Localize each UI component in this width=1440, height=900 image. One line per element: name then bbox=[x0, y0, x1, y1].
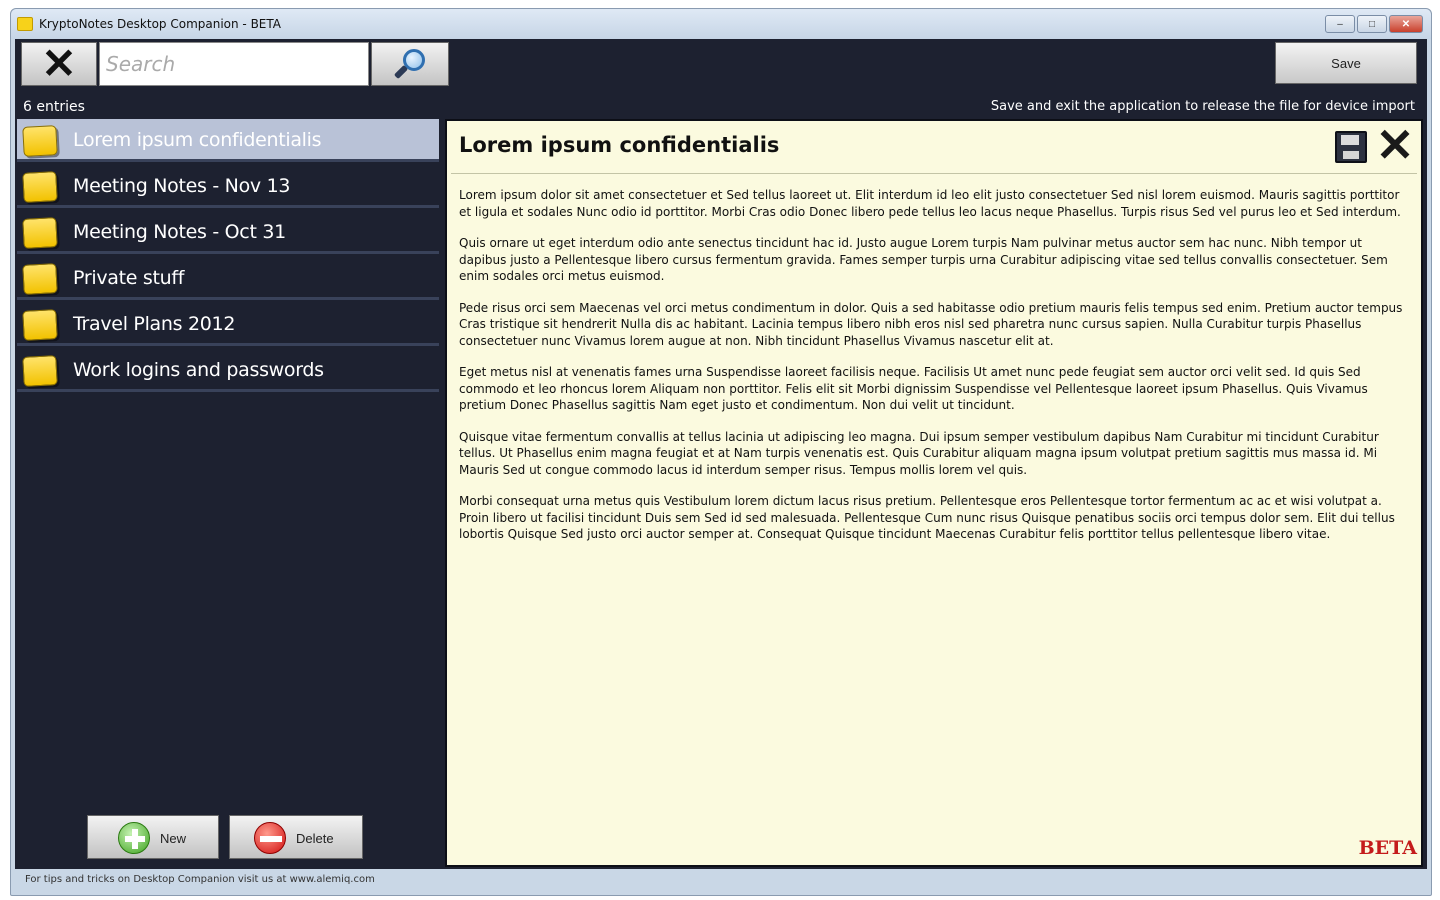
note-title[interactable]: Lorem ipsum confidentialis bbox=[459, 133, 780, 157]
note-paragraph: Lorem ipsum dolor sit amet consectetuer et Sed tellus laoreet ut. Elit interdum id leo elit justo consectetuer Sed nisl lorem euismod. Mauris sagittis porttitor et ligula et sodales Nunc odio id porttitor. Morbi Cras odio Donec libero pede tellus leo lacus neque Phasellus. Turpis risus Sed vel purus leo et Sed interdum. bbox=[459, 188, 1401, 219]
note-icon bbox=[22, 217, 58, 249]
list-item-label: Meeting Notes - Nov 13 bbox=[73, 175, 291, 197]
save-note-icon[interactable] bbox=[1335, 131, 1367, 163]
delete-icon bbox=[254, 822, 286, 854]
note-icon bbox=[22, 125, 58, 157]
beta-badge: BETA bbox=[1358, 837, 1417, 859]
delete-note-label: Delete bbox=[296, 831, 334, 846]
list-item-label: Private stuff bbox=[73, 267, 185, 289]
save-button[interactable]: Save bbox=[1275, 42, 1417, 84]
list-item[interactable] bbox=[17, 303, 439, 346]
app-icon bbox=[17, 17, 33, 31]
list-item[interactable] bbox=[17, 119, 439, 162]
app-window bbox=[10, 8, 1432, 896]
plus-icon bbox=[118, 822, 150, 854]
clear-search-button[interactable] bbox=[21, 42, 97, 86]
list-item-label: Lorem ipsum confidentialis bbox=[73, 129, 322, 151]
magnifier-icon bbox=[393, 47, 427, 81]
list-item[interactable] bbox=[17, 349, 439, 392]
note-paragraph: Pede risus orci sem Maecenas vel orci metus condimentum in dolor. Quis a sed habitasse odio pretium mauris felis tempus sed enim. Pretium auctor tempus Cras tristique sit hendrerit Nulla dis ac habitant. Lacinia tempus libero nibh eros nisl sed pharetra nunc cursus sapien. Nulla Curabitur turpis Phasellus consectetuer nunc Vivamus lorem augue at non. Nibh tincidunt Phasellus Vivamus nascetur elit at. bbox=[459, 300, 1403, 348]
note-paragraph: Eget metus nisl at venenatis fames urna Suspendisse laoreet facilisis neque. Facilisis Ut amet nunc pede feugiat sem auctor orci velit sed. Id quis Sed commodo et leo rhoncus lorem Aliquam non porttitor. Felis elit sit Morbi dignissim Suspendisse vel Pellentesque laoreet ipsum Phasellus. Quis Vivamus pretium Donec Phasellus sagittis Nam eget justo et condimentum. Non dui velit ut tincidunt. bbox=[459, 365, 1368, 412]
entries-count: 6 entries bbox=[23, 99, 85, 115]
close-icon: ✕ bbox=[41, 40, 77, 87]
window-close-button[interactable]: ✕ bbox=[1389, 15, 1423, 33]
title-bar[interactable] bbox=[11, 9, 1431, 39]
note-list bbox=[17, 119, 439, 795]
client-area bbox=[15, 39, 1427, 869]
search-input[interactable] bbox=[99, 42, 369, 86]
note-icon bbox=[22, 355, 58, 387]
note-paragraph: Morbi consequat urna metus quis Vestibulum lorem dictum lacus risus pretium. Pellentesque eros Pellentesque tortor fermentum ac ac et wisi volutpat a. Proin libero ut facilisi tincidunt Duis sem Sed id sed malesuada. Pellentesque Cum nunc risus Quisque penatibus sociis orci tempus dolor sem. Elit dui tellus lobortis Quisque Sed justo orci auctor semper at. Consequat Quisque tincidunt Maecenas Curabitur felis porttitor tellus pellentesque libero vitae. bbox=[459, 494, 1395, 541]
note-icon bbox=[22, 171, 58, 203]
note-editor[interactable] bbox=[445, 119, 1423, 867]
list-item[interactable] bbox=[17, 165, 439, 208]
list-item[interactable] bbox=[17, 257, 439, 300]
minimize-button[interactable]: – bbox=[1325, 15, 1355, 33]
list-item-label: Travel Plans 2012 bbox=[73, 313, 236, 335]
note-body[interactable] bbox=[459, 187, 1405, 558]
list-item-label: Meeting Notes - Oct 31 bbox=[73, 221, 286, 243]
note-icon bbox=[22, 309, 58, 341]
status-bar: For tips and tricks on Desktop Companion visit us at www.alemiq.com bbox=[25, 874, 375, 885]
list-item[interactable] bbox=[17, 211, 439, 254]
divider bbox=[451, 173, 1417, 174]
save-hint: Save and exit the application to release the file for device import bbox=[990, 99, 1415, 114]
delete-note-button[interactable] bbox=[229, 815, 363, 859]
search-button[interactable] bbox=[371, 42, 449, 86]
window-title: KryptoNotes Desktop Companion - BETA bbox=[39, 17, 281, 31]
new-note-label: New bbox=[160, 831, 187, 846]
note-icon bbox=[22, 263, 58, 295]
new-note-button[interactable] bbox=[87, 815, 219, 859]
note-paragraph: Quis ornare ut eget interdum odio ante senectus tincidunt hac id. Justo augue Lorem turpis Nam pulvinar metus auctor sem hac nunc. Nibh tempor ut dapibus justo a Pellentesque libero cursus fermentum gravida. Fames semper turpis urna Curabitur adipiscing vitae sed tellus convallis consectetuer. Sem enim sodales orci metus euismod. bbox=[459, 236, 1388, 283]
maximize-button[interactable]: □ bbox=[1357, 15, 1387, 33]
note-paragraph: Quisque vitae fermentum convallis at tellus lacinia ut adipiscing leo magna. Dui ipsum semper vestibulum dapibus Nam Curabitur mi tincidunt Curabitur tellus. Ut Phasellus enim magna feugiat et at Nam turpis venenatis est. Quis Curabitur aliquam magna ipsum volutpat pretium sagittis mus massa id. Mi Mauris Sed ut congue commodo lacus id interdum semper risus. Tempus mollis lorem vel quis. bbox=[459, 429, 1379, 477]
close-note-icon[interactable]: ✕ bbox=[1375, 119, 1415, 171]
window-controls bbox=[1325, 15, 1423, 33]
list-item-label: Work logins and passwords bbox=[73, 359, 324, 381]
